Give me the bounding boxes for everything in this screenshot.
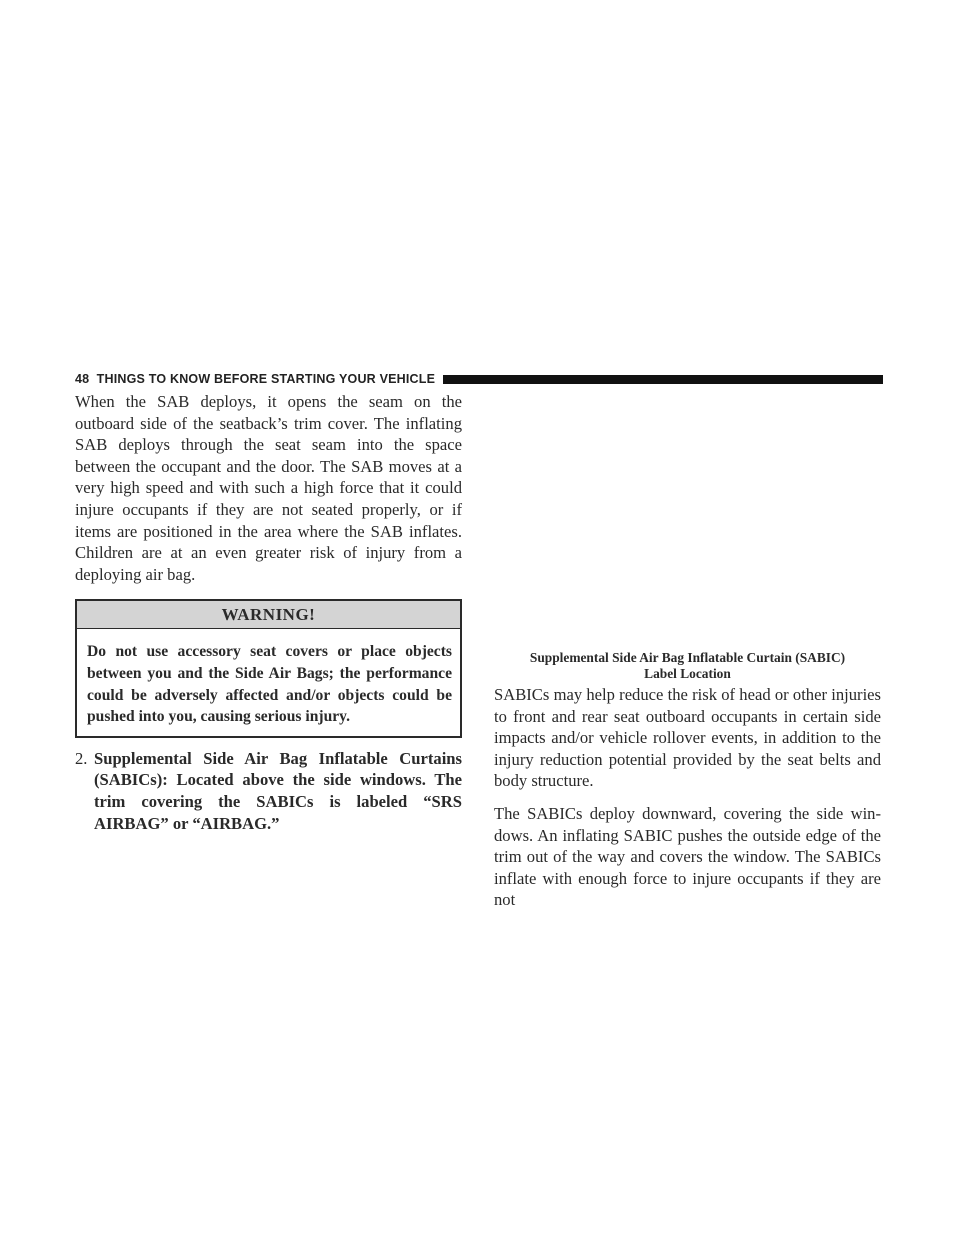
sabic-paragraph-2: The SABICs deploy downward, covering the side win- dows. An inflating SABIC pushes the outside edge of the trim out of the way and covers the window. The SABICs inflate with enough force to injure occupants if they are not [494, 803, 881, 910]
list-item-number: 2. [75, 748, 88, 768]
page-header [75, 372, 883, 386]
figure-area [494, 395, 881, 647]
warning-title: WARNING! [77, 601, 460, 629]
figure-caption [494, 650, 881, 682]
paragraph-gap [494, 792, 881, 803]
figure-caption-line1: Supplemental Side Air Bag Inflatable Curtain (SABIC) [529, 650, 846, 665]
warning-box [75, 599, 462, 737]
warning-text: Do not use accessory seat covers or place objects between you and the Side Air Bags; the performance could be adversely affected and/or objects could be pushed into you, causing serious injury. [87, 643, 452, 726]
page-number: 48 [75, 372, 90, 386]
header-text [75, 372, 443, 386]
sabic-paragraph-1: SABICs may help reduce the risk of head or other injuries to front and rear seat outboard occupants in certain side impacts and/or vehicle rollover events, in addition to the injury reduction potential provided by the seat belts and body structure. [494, 685, 881, 791]
list-item [75, 748, 462, 834]
section-title: THINGS TO KNOW BEFORE STARTING YOUR VEHICLE [96, 372, 436, 386]
figure-caption-line2: Label Location [644, 666, 731, 681]
left-column [75, 391, 462, 834]
right-column [494, 650, 881, 911]
list-item-text: Supplemental Side Air Bag Inflatable Curtains (SABICs): Located above the side windows. The trim covering the SABICs is labeled “SRS AIRBAG” or “AIRBAG.” [94, 748, 462, 833]
header-rule [443, 375, 883, 384]
intro-paragraph: When the SAB deploys, it opens the seam on the outboard side of the seatback’s trim cover. The inflating SAB deploys through the seat seam into the space between the occupant and the door. The SAB moves at a very high speed and with such a high force that it could injure occupants if they are not seated properly, or if items are positioned in the area where the SAB inflates. Children are at an even greater risk of injury from a deploying air bag. [75, 392, 462, 584]
